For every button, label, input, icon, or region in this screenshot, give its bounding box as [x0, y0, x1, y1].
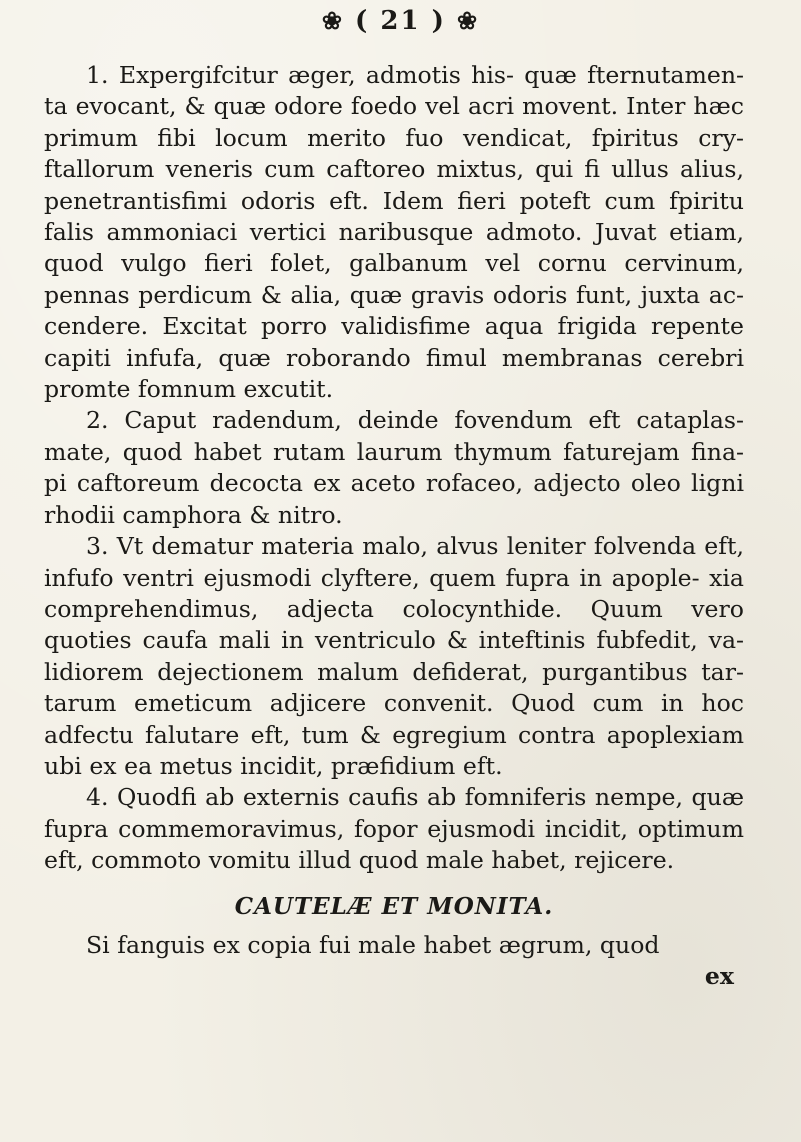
paragraph-5: Si fanguis ex copia fui male habet ægrum, quod: [86, 930, 660, 959]
ornament-right-icon: ❀: [457, 6, 480, 35]
page-header: [0, 6, 801, 36]
section-heading: CAUTELÆ ET MONITA.: [234, 892, 554, 920]
body-text: [44, 60, 744, 993]
paragraph-1: 1. Expergifcitur æger, admotis his- quæ fternutamen- ta evocant, & quæ odore foedo vel acri movent. Inter hæc primum fibi locum merito fuo vendicat, fpiritus cry- ftallorum veneris cum caftoreo mixtus, qui fi ullus alius, penetrantisfimi odoris eft. Idem fieri poteft cum fpiritu falis ammoniaci vertici naribusque admoto. Juvat etiam, quod vulgo fieri folet, galbanum vel cornu cervinum, pennas perdicum & alia, quæ gravis odoris funt, juxta ac- cendere. Excitat porro validisfime aqua frigida repente capiti infufa, quæ roborando fimul membranas cerebri promte fomnum excutit.: [44, 61, 744, 404]
paragraph-3: 3. Vt dematur materia malo, alvus leniter folvenda eft, infufo ventri ejusmodi clyftere, quem fupra in apople- xia comprehendimus, adjecta colocynthide. Quum vero quoties caufa mali in ventriculo & inteftinis fubfedit, va- lidiorem dejectionem malum defiderat, purgantibus tar- tarum emeticum adjicere convenit. Quod cum in hoc adfectu falutare eft, tum & egregium contra apoplexiam ubi ex ea metus incidit, præfidium eft.: [44, 532, 744, 780]
catchword: ex: [704, 962, 734, 991]
paragraph-2: 2. Caput radendum, deinde fovendum eft cataplas- mate, quod habet rutam laurum thymum faturejam fina- pi caftoreum decocta ex aceto rofaceo, adjecto oleo ligni rhodii camphora & nitro.: [44, 406, 744, 529]
ornament-left-icon: ❀: [321, 6, 344, 35]
page-number: ( 21 ): [355, 6, 446, 36]
paragraph-4: 4. Quodfi ab externis caufis ab fomniferis nempe, quæ fupra commemoravimus, fopor ejusmodi incidit, optimum eft, commoto vomitu illud quod male habet, rejicere.: [44, 783, 744, 875]
